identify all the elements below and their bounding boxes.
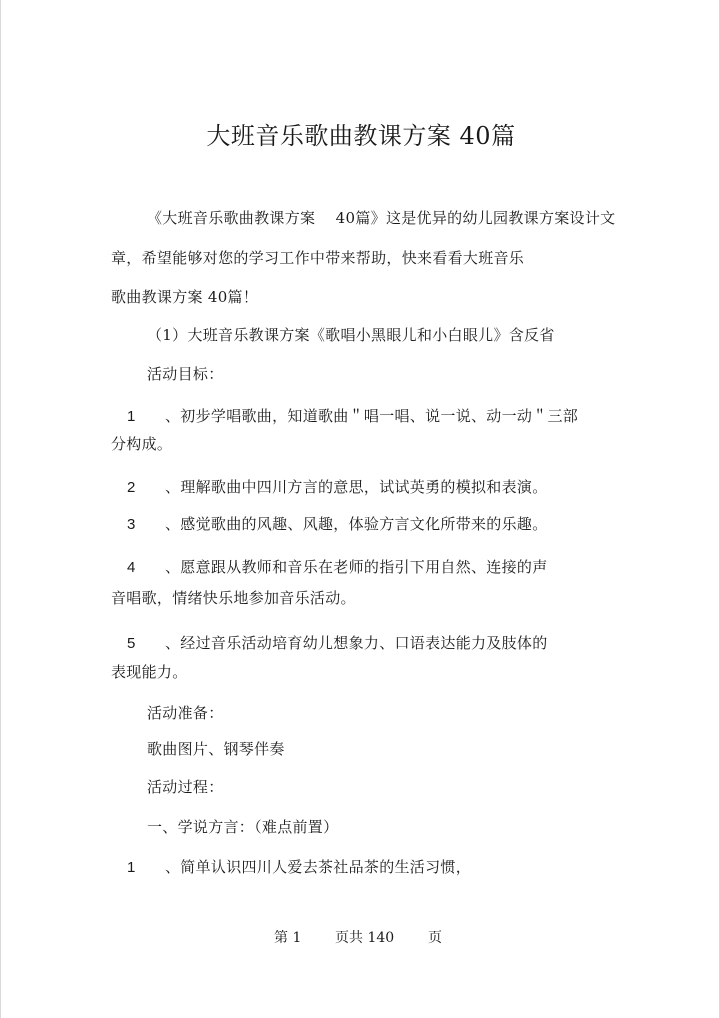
intro-line-2: 章，希望能够对您的学习工作中带来帮助，快来看看大班音乐: [111, 249, 525, 267]
goal-item-4-continuation: 音唱歌，情绪快乐地参加音乐活动。: [111, 589, 356, 607]
intro-line-3: 歌曲教课方案 40篇！: [111, 288, 259, 306]
page-number-prefix: 第 1: [274, 930, 302, 946]
goal-item-2: [127, 477, 548, 498]
step-text: 、简单认识四川人爱去茶社品茶的生活习惯，: [165, 858, 472, 876]
page-number-total: 页共 140: [335, 930, 395, 946]
step-number: 1: [127, 859, 136, 876]
goal-item-1: [127, 406, 578, 427]
goal-number: 1: [127, 408, 136, 425]
goal-text: 、经过音乐活动培育幼儿想象力、口语表达能力及肢体的: [165, 634, 548, 652]
goal-item-3: [127, 514, 548, 535]
step-1-heading: 一、学说方言：（难点前置）: [147, 818, 339, 836]
page-number-suffix: 页: [428, 930, 442, 946]
document-title: 大班音乐歌曲教课方案 40篇: [206, 122, 516, 150]
goal-text: 、初步学唱歌曲，知道歌曲＂唱一唱、说一说、动一动＂三部: [165, 407, 579, 425]
goal-item-4: [127, 557, 548, 578]
process-heading: 活动过程：: [147, 778, 224, 796]
goal-number: 2: [127, 479, 136, 496]
goal-number: 5: [127, 635, 136, 652]
step-1-item-1: [127, 857, 471, 878]
goal-text: 、愿意跟从教师和音乐在老师的指引下用自然、连接的声: [165, 558, 548, 576]
section-heading: （1）大班音乐教课方案《歌唱小黑眼儿和小白眼儿》含反省: [147, 326, 555, 344]
goal-text: 、感觉歌曲的风趣、风趣，体验方言文化所带来的乐趣。: [165, 515, 548, 533]
goal-item-5-continuation: 表现能力。: [111, 663, 188, 681]
goals-heading: 活动目标：: [147, 365, 224, 383]
prep-heading: 活动准备：: [147, 704, 224, 722]
goal-item-5: [127, 633, 548, 654]
goal-number: 4: [127, 559, 136, 576]
intro-line-1: 《大班音乐歌曲教课方案 40篇》这是优异的幼儿园教课方案设计文: [147, 209, 616, 227]
prep-items: 歌曲图片、钢琴伴奏: [147, 740, 285, 758]
goal-number: 3: [127, 516, 136, 533]
goal-text: 、理解歌曲中四川方言的意思，试试英勇的模拟和表演。: [165, 478, 548, 496]
goal-item-1-continuation: 分构成。: [111, 435, 173, 453]
